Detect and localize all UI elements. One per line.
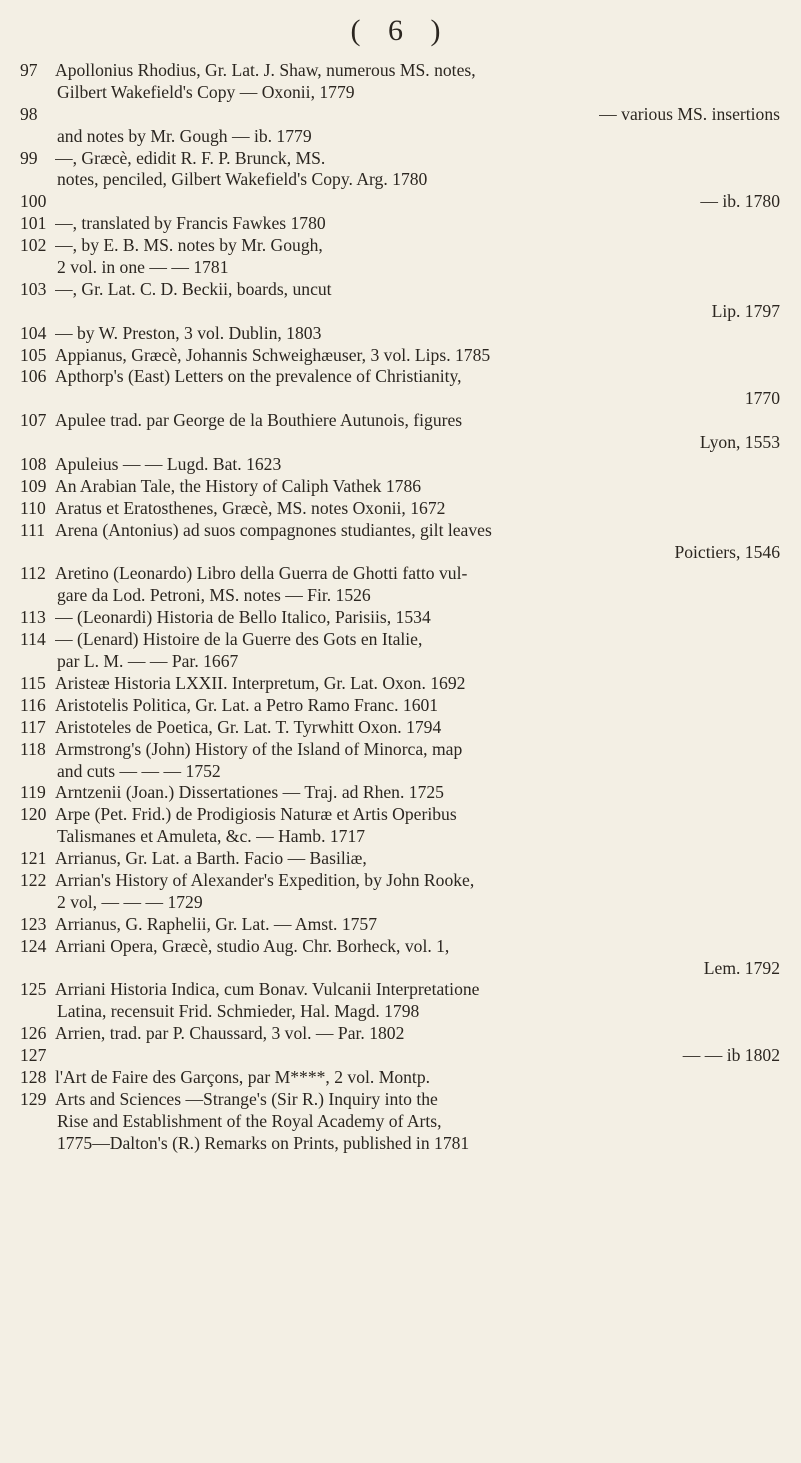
catalogue-entry-99 (20, 148, 780, 192)
entry-number: 109 (20, 475, 47, 496)
entry-number: 118 (20, 738, 46, 759)
catalogue-entry-119 (20, 782, 780, 804)
entry-line: — ib. 1780 (700, 191, 780, 212)
entry-number: 122 (20, 869, 47, 890)
entry-line: 1775—Dalton's (R.) Remarks on Prints, published in 1781 (57, 1132, 470, 1153)
entry-number: 117 (20, 716, 46, 737)
entry-number: 115 (20, 672, 46, 693)
catalogue-entry-124 (20, 936, 780, 980)
entry-line: Apulee trad. par George de la Bouthiere Autunois, figures (55, 410, 463, 431)
entry-line: An Arabian Tale, the History of Caliph Vathek 1786 (55, 475, 422, 496)
entry-line: Lyon, 1553 (699, 432, 780, 453)
entry-line: Aretino (Leonardo) Libro della Guerra de Ghotti fatto vul- (55, 563, 468, 584)
entry-line: Arriani Opera, Græcè, studio Aug. Chr. Borheck, vol. 1, (55, 935, 450, 956)
entry-number: 99 (20, 147, 38, 168)
entry-line: — (Lenard) Histoire de la Guerre des Gots en Italie, (55, 629, 423, 650)
catalogue-entry-126 (20, 1023, 780, 1045)
entry-line: Arrianus, G. Raphelii, Gr. Lat. — Amst. 1757 (55, 913, 378, 934)
page-number: ( 6 ) (350, 14, 451, 47)
entry-line: —, Gr. Lat. C. D. Beckii, boards, uncut (55, 278, 332, 299)
entry-number: 120 (20, 804, 47, 825)
entry-line: — — ib 1802 (682, 1045, 780, 1066)
catalogue-entries (20, 60, 780, 1155)
entry-line: —, Græcè, edidit R. F. P. Brunck, MS. (55, 147, 326, 168)
entry-line: 1770 (744, 388, 780, 409)
entry-line: Appianus, Græcè, Johannis Schweighæuser, 3 vol. Lips. 1785 (55, 344, 491, 365)
entry-number: 128 (20, 1066, 47, 1087)
entry-number: 124 (20, 935, 47, 956)
catalogue-entry-118 (20, 739, 780, 783)
entry-number: 123 (20, 913, 47, 934)
catalogue-entry-120 (20, 804, 780, 848)
entry-line: Arrianus, Gr. Lat. a Barth. Facio — Basiliæ, (55, 848, 367, 869)
entry-line: par L. M. — — Par. 1667 (57, 651, 239, 672)
entry-number: 116 (20, 694, 46, 715)
entry-line: gare da Lod. Petroni, MS. notes — Fir. 1526 (57, 585, 371, 606)
entry-number: 106 (20, 366, 47, 387)
entry-number: 125 (20, 979, 47, 1000)
entry-number: 112 (20, 563, 46, 584)
catalogue-entry-112 (20, 563, 780, 607)
entry-line: Aratus et Eratosthenes, Græcè, MS. notes Oxonii, 1672 (55, 497, 446, 518)
catalogue-entry-103 (20, 279, 780, 323)
entry-number: 129 (20, 1088, 47, 1109)
entry-line: Armstrong's (John) History of the Island of Minorca, map (55, 738, 463, 759)
catalogue-entry-111 (20, 520, 780, 564)
catalogue-entry-107 (20, 410, 780, 454)
entry-line: — various MS. insertions (599, 103, 780, 124)
entry-number: 108 (20, 454, 47, 475)
entry-number: 121 (20, 848, 47, 869)
entry-line: — by W. Preston, 3 vol. Dublin, 1803 (55, 322, 322, 343)
entry-line: Arrien, trad. par P. Chaussard, 3 vol. — Par. 1802 (55, 1023, 405, 1044)
entry-number: 103 (20, 278, 47, 299)
catalogue-entry-115 (20, 673, 780, 695)
entry-number: 114 (20, 629, 46, 650)
entry-line: Arpe (Pet. Frid.) de Prodigiosis Naturæ et Artis Operibus (55, 804, 457, 825)
entry-line: Aristotelis Politica, Gr. Lat. a Petro Ramo Franc. 1601 (55, 694, 439, 715)
entry-line: Apthorp's (East) Letters on the prevalence of Christianity, (55, 366, 462, 387)
entry-number: 101 (20, 213, 47, 234)
entry-line: —, translated by Francis Fawkes 1780 (55, 213, 326, 234)
entry-line: Apuleius — — Lugd. Bat. 1623 (55, 454, 282, 475)
catalogue-entry-98 (20, 104, 780, 148)
entry-line: Gilbert Wakefield's Copy — Oxonii, 1779 (57, 81, 355, 102)
catalogue-entry-110 (20, 498, 780, 520)
catalogue-entry-105 (20, 345, 780, 367)
entry-number: 105 (20, 344, 47, 365)
entry-line: Arts and Sciences —Strange's (Sir R.) Inquiry into the (55, 1088, 438, 1109)
entry-number: 102 (20, 235, 47, 256)
catalogue-entry-113 (20, 607, 780, 629)
entry-number: 119 (20, 782, 46, 803)
catalogue-entry-114 (20, 629, 780, 673)
entry-line: l'Art de Faire des Garçons, par M****, 2 vol. Montp. (55, 1066, 431, 1087)
catalogue-entry-106 (20, 366, 780, 410)
entry-line: 2 vol, — — — 1729 (57, 891, 203, 912)
entry-line: — (Leonardi) Historia de Bello Italico, Parisiis, 1534 (55, 607, 431, 628)
entry-line: Aristeæ Historia LXXII. Interpretum, Gr. Lat. Oxon. 1692 (55, 672, 466, 693)
catalogue-entry-101 (20, 213, 780, 235)
entry-line: Lip. 1797 (711, 300, 780, 321)
catalogue-entry-116 (20, 695, 780, 717)
catalogue-entry-125 (20, 979, 780, 1023)
entry-number: 104 (20, 322, 47, 343)
entry-number: 113 (20, 607, 46, 628)
catalogue-entry-127 (20, 1045, 780, 1067)
entry-line: Poictiers, 1546 (674, 541, 780, 562)
entry-number: 97 (20, 60, 38, 80)
catalogue-entry-129 (20, 1089, 780, 1155)
entry-line: —, by E. B. MS. notes by Mr. Gough, (55, 235, 323, 256)
entry-number: 110 (20, 497, 46, 518)
entry-line: Arntzenii (Joan.) Dissertationes — Traj. ad Rhen. 1725 (55, 782, 444, 803)
catalogue-entry-97 (20, 60, 780, 104)
entry-line: Arena (Antonius) ad suos compagnones studiantes, gilt leaves (55, 519, 492, 540)
entry-line: 2 vol. in one — — 1781 (57, 257, 229, 278)
entry-number: 111 (20, 519, 46, 540)
catalogue-entry-104 (20, 323, 780, 345)
catalogue-entry-109 (20, 476, 780, 498)
entry-number: 126 (20, 1023, 47, 1044)
entry-number: 100 (20, 191, 47, 212)
entry-line: notes, penciled, Gilbert Wakefield's Copy. Arg. 1780 (57, 169, 428, 190)
entry-line: Arrian's History of Alexander's Expedition, by John Rooke, (55, 869, 475, 890)
catalogue-entry-128 (20, 1067, 780, 1089)
catalogue-entry-102 (20, 235, 780, 279)
entry-line: and cuts — — — 1752 (57, 760, 221, 781)
catalogue-entry-121 (20, 848, 780, 870)
entry-line: Talismanes et Amuleta, &c. — Hamb. 1717 (57, 826, 366, 847)
entry-line: Aristoteles de Poetica, Gr. Lat. T. Tyrwhitt Oxon. 1794 (55, 716, 442, 737)
catalogue-entry-117 (20, 717, 780, 739)
catalogue-entry-122 (20, 870, 780, 914)
catalogue-entry-123 (20, 914, 780, 936)
catalogue-entry-100 (20, 191, 780, 213)
entry-number: 107 (20, 410, 47, 431)
entry-line: Rise and Establishment of the Royal Academy of Arts, (57, 1110, 442, 1131)
catalogue-entry-108 (20, 454, 780, 476)
entry-number: 127 (20, 1045, 47, 1066)
entry-line: Arriani Historia Indica, cum Bonav. Vulcanii Interpretatione (55, 979, 480, 1000)
entry-line: Latina, recensuit Frid. Schmieder, Hal. Magd. 1798 (57, 1001, 420, 1022)
entry-line: Lem. 1792 (703, 957, 780, 978)
entry-line: and notes by Mr. Gough — ib. 1779 (57, 125, 312, 146)
entry-line: Apollonius Rhodius, Gr. Lat. J. Shaw, numerous MS. notes, (55, 60, 476, 80)
entry-number: 98 (20, 103, 38, 124)
